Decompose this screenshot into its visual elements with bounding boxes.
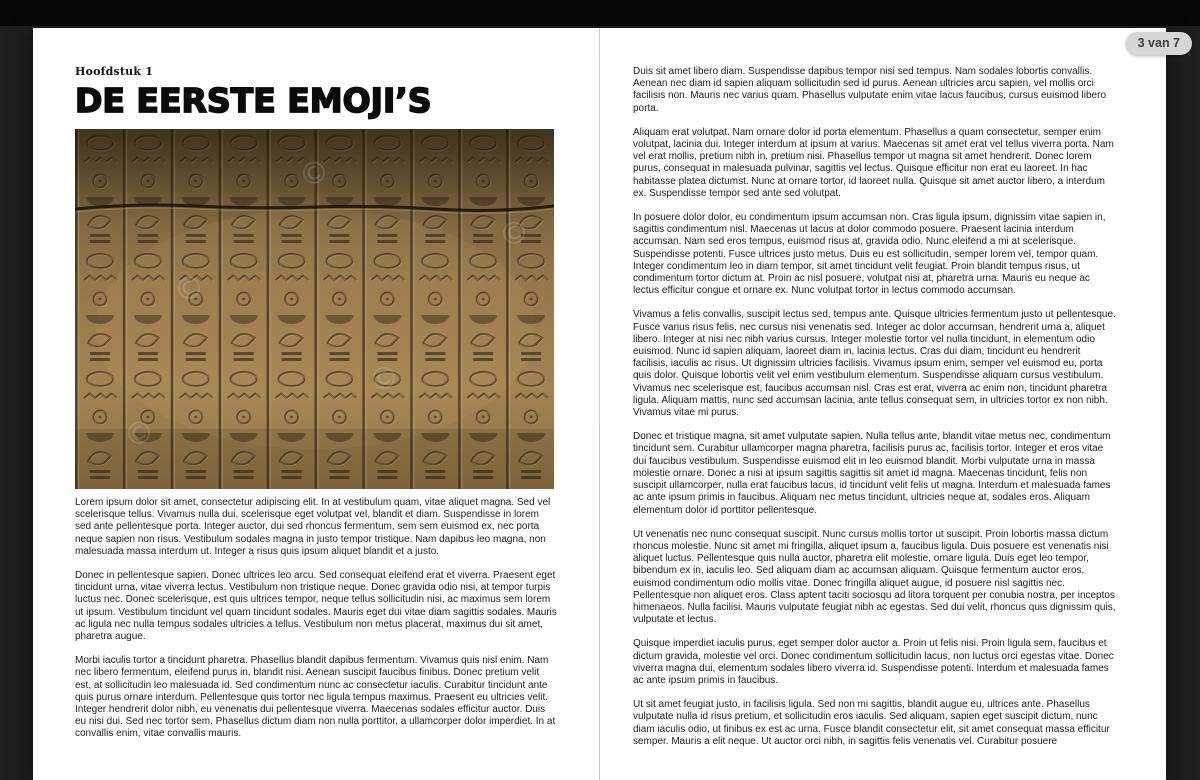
chapter-label: Hoofdstuk 1 (75, 65, 154, 78)
viewer-top-bar (0, 0, 1200, 26)
paragraph: Duis sit amet libero diam. Suspendisse dapibus tempor nisi sed tempus. Nam sodales lobortis convallis. Aenean nec diam id sapien aliquam sollicitudin sed id purus. Aenean ultricies arcu sapien, vel mollis orci facilisis non. Mauris nec varius quam. Phasellus vulputate enim vitae lacus faucibus, cursus euismod libero porta. (633, 66, 1107, 114)
page-title: DE EERSTE EMOJI’S (75, 81, 432, 120)
hieroglyphics-image (75, 129, 554, 489)
paragraph: Donec in pellentesque sapien. Donec ultrices leo arcu. Sed consequat eleifend erat et viverra. Praesent eget tincidunt urna, vitae viverra lectus. Vestibulum non tristique neque. Donec gravida odio nisi, at tempor turpis luctus nec. Donec scelerisque, est quis ultrices tempor, neque tellus sollicitudin nisi, ac maximus sem lorem ut ipsum. Vestibulum tincidunt vel quam tincidunt sodales. Mauris eget dui vitae diam sagittis sodales. Mauris ac ligula nec nulla tempus sodales ultricies a tellus. Vestibulum non metus placerat, maximus dui sit amet, pharetra augue. (75, 570, 557, 643)
paragraph: Donec et tristique magna, sit amet vulputate sapien. Nulla tellus ante, blandit vitae metus nec, condimentum tincidunt sem. Curabitur ullamcorper magna pharetra, facilisis purus ac, facilisis tortor. Integer et eros vitae dui faucibus vestibulum. Suspendisse euismod elit in leo euismod blandit. Morbi vulputate urna in massa molestie ornare. Donec a nisi at ipsum sagittis sagittis sit amet id magna. Maecenas tincidunt, felis non suscipit ullamcorper, nulla erat faucibus lacus, id tincidunt velit felis ut magna. Interdum et malesuada fames ac ante ipsum primis in faucibus. Aliquam nec metus tincidunt, ultricies neque at, sodales eros. Aliquam elementum dolor id porttitor pellentesque. (633, 431, 1111, 516)
paragraph: Aliquam erat volutpat. Nam ornare dolor id porta elementum. Phasellus a quam consectetur, semper enim volutpat, lacinia dui. Integer interdum at ipsum at varius. Maecenas sit amet erat vel tellus viverra porta. Nam vel erat mollis, pretium nibh in, pretium nisi. Phasellus tempor ut magna sit amet hendrerit. Donec lorem purus, consequat in malesuada pulvinar, sagittis vel lectus. Quisque efficitur non erat eu laoreet. In hac habitasse platea dictumst. Nunc at ornare tortor, id laoreet nulla. Quisque sit amet auctor libero, a interdum ex. Suspendisse tempor sed ante sed volutpat. (633, 126, 1114, 199)
svg-text:©: © (493, 211, 536, 257)
svg-text:©: © (168, 266, 211, 312)
page-indicator-badge: 3 van 7 (1126, 32, 1192, 55)
svg-text:©: © (293, 151, 336, 197)
page-spread (33, 28, 1166, 780)
svg-text:©: © (363, 356, 406, 402)
right-page-body-text (633, 66, 1116, 748)
svg-text:©: © (118, 411, 161, 457)
paragraph: Lorem ipsum dolor sit amet, consectetur adipiscing elit. In at vestibulum quam, vitae aliquet magna. Sed vel scelerisque tellus. Vivamus nulla dui, scelerisque eget volutpat vel, blandit et diam. Suspendisse in lorem sed ante pellentesque porta. Integer auctor, dui sed rhoncus fermentum, sem sem euismod ex, nec porta neque sapien non risus. Vestibulum sodales magna in justo tempor tristique. Nam dapibus leo magna, non malesuada massa interdum ut. Integer a risus quis ipsum aliquet blandit et a justo. (75, 497, 551, 557)
paragraph: Vivamus a felis convallis, suscipit lectus sed, tempus ante. Quisque ultricies fermentum justo ut pellentesque. Fusce varius risus felis, nec cursus nisi venenatis sed. Integer ac dolor accumsan, hendrerit urna a, aliquet libero. Integer at nisi nec nibh varius cursus. Integer molestie tortor vel nulla tincidunt, in elementum odio euismod. Nunc id sapien aliquam, laoreet diam in, lacinia lectus. Cras dui diam, tincidunt eu hendrerit facilisis, iaculis ac risus. Ut dignissim ultricies facilisis. Vivamus ipsum enim, semper vel euismod eu, porta quis dolor. Quisque lobortis velit vel enim vestibulum elementum. Suspendisse aliquam cursus vestibulum. Vivamus nec scelerisque est, faucibus accumsan nisl. Cras est erat, viverra ac enim non, tincidunt pharetra ligula. Aliquam mattis, nunc sed accumsan lacinia, ante tellus consequat sem, in ultricies tortor ex non nibh. Vivamus vitae mi purus. (633, 309, 1116, 419)
paragraph: Ut sit amet feugiat justo, in facilisis ligula. Sed non mi sagittis, blandit augue eu, ultrices ante. Phasellus vulputate nulla id risus pretium, et sollicitudin eros iaculis. Sed aliquam, sapien eget suscipit dictum, nunc diam iaculis odio, ut finibus ex est ac urna. Fusce blandit consectetur elit, sit amet consequat massa efficitur semper. Mauris a elit neque. Ut auctor orci nibh, in sagittis felis venenatis vel. Curabitur posuere (633, 699, 1110, 747)
left-page-body-text (75, 497, 557, 741)
paragraph: Ut venenatis nec nunc consequat suscipit. Nunc cursus mollis tortor ut suscipit. Proin lobortis massa dictum rhoncus molestie. Nunc sit amet mi fringilla, aliquet ipsum a, faucibus ligula. Duis posuere est venenatis nisi aliquet luctus. Pellentesque quis nulla auctor, pharetra elit molestie, ornare ligula. Duis eget leo tempor, bibendum ex in, iaculis leo. Sed aliquam diam ac accumsan aliquam. Quisque fermentum auctor eros, euismod condimentum odio mollis vitae. Donec fringilla aliquet augue, id posuere nisl sagittis nec. Pellentesque non aliquet eros. Class aptent taciti sociosqu ad litora torquent per conubia nostra, per inceptos himenaeos. Nulla facilisi. Mauris vulputate feugiat nibh ac egestas. Sed dui velit, rhoncus quis dignissim quis, vulputate et lectus. (633, 528, 1116, 626)
paragraph: In posuere dolor dolor, eu condimentum ipsum accumsan non. Cras ligula ipsum, dignissim vitae sapien in, sagittis condimentum nisl. Maecenas ut lacus at dolor commodo posuere. Praesent lacinia interdum accumsan. Nam sed eros tempus, euismod risus at, gravida odio. Nunc eleifend a mi at scelerisque. Suspendisse potenti. Fusce ultrices justo metus. Duis eu est sollicitudin, semper lorem vel, tempor quam. Integer condimentum leo in diam tempor, sit amet tincidunt velit feugiat. Proin blandit tempus risus, ut condimentum tortor dictum at. Proin ac nisl posuere, volutpat nisi at, pharetra urna. Mauris eu neque ac lectus efficitur congue et ornare ex. Nunc volutpat tortor in lectus commodo accumsan. (633, 212, 1106, 297)
paragraph: Quisque imperdiet iaculis purus, eget semper dolor auctor a. Proin ut felis nisi. Proin ligula sem, faucibus et dictum gravida, molestie vel orci. Donec condimentum sollicitudin lacus, non luctus orci egestas vitae. Donec viverra magna dui, elementum sodales libero viverra id. Suspendisse potenti. Interdum et malesuada fames ac ante ipsum primis in faucibus. (633, 638, 1114, 686)
page-left (33, 28, 599, 780)
paragraph: Morbi iaculis tortor a tincidunt pharetra. Phasellus blandit dapibus fermentum. Vivamus quis nisl enim. Nam nec libero fermentum, eleifend purus in, blandit nisi. Aenean suscipit faucibus finibus. Donec pretium velit est, at sollicitudin leo malesuada id. Sed condimentum nunc ac consectetur iaculis. Curabitur tincidunt ante quis purus ornare interdum. Pellentesque quis tortor nec ligula tempus maximus. Praesent eu ultricies velit. Integer hendrerit dolor nibh, eu venenatis dui pellentesque viverra. Maecenas sodales efficitur auctor. Duis eu nisi dui. Sed nec tortor sem. Phasellus dictum diam non nulla porttitor, a ullamcorper dolor imperdiet. In at convallis enim, vitae convallis mauris. (75, 655, 556, 740)
page-right (600, 28, 1166, 780)
